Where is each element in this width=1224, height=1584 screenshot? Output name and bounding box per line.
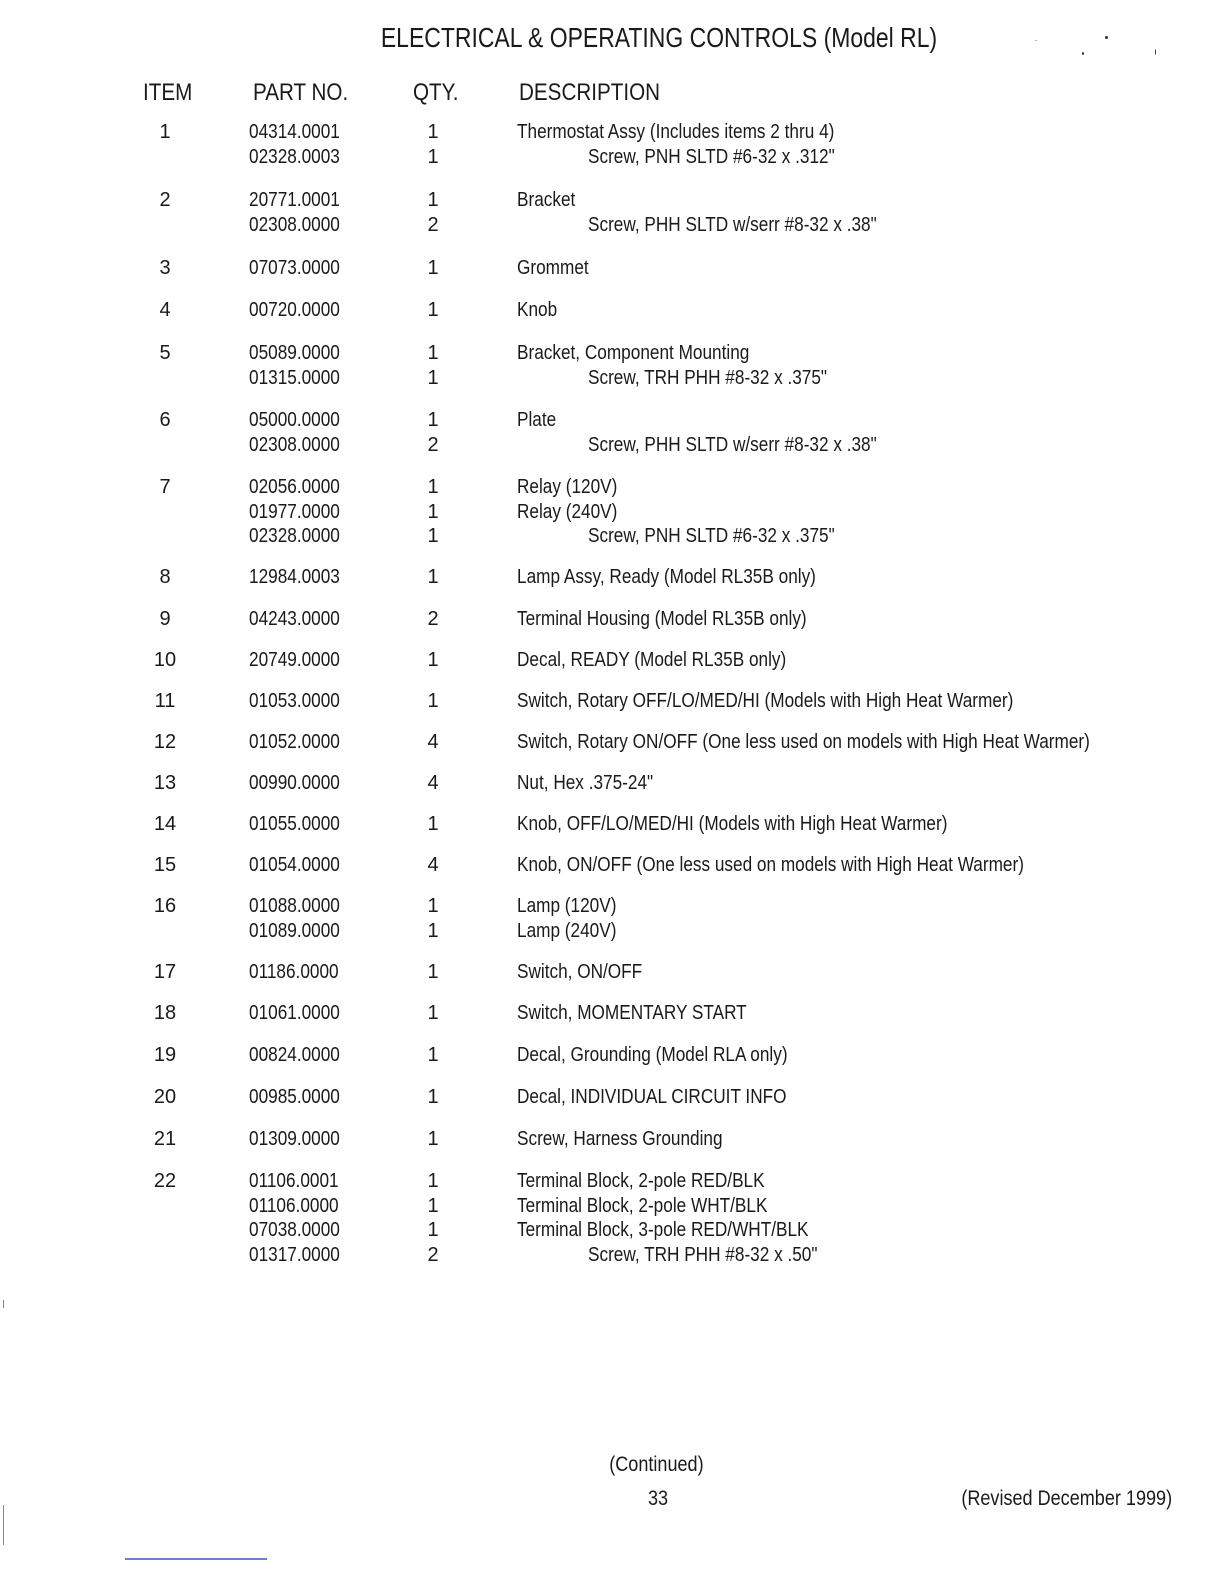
part-line — [0, 1169, 1224, 1194]
item-number: 19 — [153, 1044, 177, 1066]
parts-row — [0, 853, 1224, 878]
part-line — [0, 408, 1224, 433]
part-description: Relay (240V) — [517, 500, 618, 523]
part-description: Screw, PHH SLTD w/serr #8-32 x .38" — [588, 433, 877, 456]
part-line — [0, 298, 1224, 323]
part-line — [0, 341, 1224, 366]
part-number: 01054.0000 — [249, 854, 340, 876]
part-number: 01052.0000 — [249, 731, 340, 753]
quantity: 1 — [427, 1194, 439, 1217]
quantity: 1 — [427, 690, 439, 712]
part-line — [0, 565, 1224, 590]
parts-row — [0, 298, 1224, 323]
parts-row — [0, 475, 1224, 549]
part-number: 01061.0000 — [249, 1002, 340, 1024]
part-number: 01055.0000 — [249, 813, 340, 835]
item-number: 4 — [159, 299, 171, 321]
part-description: Switch, MOMENTARY START — [517, 1002, 747, 1024]
parts-row — [0, 771, 1224, 796]
part-number: 04314.0001 — [249, 121, 340, 143]
part-description: Terminal Block, 2-pole RED/BLK — [517, 1170, 765, 1192]
quantity: 4 — [427, 731, 439, 753]
part-number: 02308.0000 — [249, 433, 340, 456]
part-line — [0, 256, 1224, 281]
part-description: Switch, Rotary OFF/LO/MED/HI (Models with High Heat Warmer) — [517, 690, 1014, 712]
parts-row — [0, 188, 1224, 237]
part-line — [0, 1085, 1224, 1110]
part-number: 00720.0000 — [249, 299, 340, 321]
quantity: 1 — [427, 961, 439, 983]
part-number: 01315.0000 — [249, 366, 340, 389]
item-number: 21 — [153, 1128, 177, 1150]
part-line — [0, 730, 1224, 755]
quantity: 1 — [427, 525, 439, 547]
scan-speck — [1082, 52, 1084, 55]
part-line — [0, 433, 1224, 458]
part-description: Lamp (240V) — [517, 919, 617, 942]
part-description: Screw, PNH SLTD #6-32 x .375" — [588, 525, 835, 547]
column-header-item: ITEM — [143, 79, 193, 106]
parts-row — [0, 565, 1224, 590]
quantity: 1 — [427, 342, 439, 364]
part-line — [0, 960, 1224, 985]
part-line — [0, 607, 1224, 632]
part-line — [0, 145, 1224, 170]
part-description: Knob, ON/OFF (One less used on models with High Heat Warmer) — [517, 854, 1024, 876]
part-number: 02328.0003 — [249, 145, 340, 168]
item-number: 14 — [153, 813, 177, 835]
part-description: Thermostat Assy (Includes items 2 thru 4) — [517, 121, 835, 143]
part-description: Decal, Grounding (Model RLA only) — [517, 1044, 788, 1066]
quantity: 1 — [427, 1086, 439, 1108]
parts-row — [0, 607, 1224, 632]
part-description: Grommet — [517, 257, 589, 279]
quantity: 1 — [427, 1002, 439, 1024]
item-number: 2 — [159, 189, 171, 211]
quantity: 1 — [427, 366, 439, 389]
parts-row — [0, 256, 1224, 281]
part-line — [0, 213, 1224, 238]
item-number: 9 — [159, 608, 171, 630]
item-number: 17 — [153, 961, 177, 983]
part-description: Screw, TRH PHH #8-32 x .375" — [588, 366, 828, 389]
part-number: 20749.0000 — [249, 649, 340, 671]
quantity: 1 — [427, 813, 439, 835]
quantity: 4 — [427, 854, 439, 876]
quantity: 1 — [427, 649, 439, 671]
quantity: 1 — [427, 919, 439, 942]
part-line — [0, 1001, 1224, 1026]
part-line — [0, 812, 1224, 837]
part-description: Terminal Block, 3-pole RED/WHT/BLK — [517, 1219, 809, 1241]
part-number: 07073.0000 — [249, 257, 340, 279]
parts-row — [0, 1085, 1224, 1110]
part-description: Bracket, Component Mounting — [517, 342, 750, 364]
part-number: 12984.0003 — [249, 566, 340, 588]
quantity: 1 — [427, 1044, 439, 1066]
part-number: 00990.0000 — [249, 772, 340, 794]
item-number: 12 — [153, 731, 177, 753]
parts-row — [0, 648, 1224, 673]
parts-row — [0, 894, 1224, 943]
quantity: 1 — [427, 409, 439, 431]
item-number: 15 — [153, 854, 177, 876]
part-line — [0, 475, 1224, 500]
part-line — [0, 1218, 1224, 1243]
part-line — [0, 500, 1224, 525]
part-description: Nut, Hex .375-24" — [517, 772, 654, 794]
part-number: 05089.0000 — [249, 342, 340, 364]
part-number: 01977.0000 — [249, 500, 340, 523]
parts-row — [0, 1043, 1224, 1068]
item-number: 16 — [153, 895, 177, 917]
part-number: 05000.0000 — [249, 409, 340, 431]
quantity: 1 — [427, 121, 439, 143]
page-title: ELECTRICAL & OPERATING CONTROLS (Model RL) — [380, 22, 938, 53]
parts-row — [0, 1169, 1224, 1267]
part-line — [0, 524, 1224, 549]
part-line — [0, 894, 1224, 919]
quantity: 2 — [427, 608, 439, 630]
part-line — [0, 1127, 1224, 1152]
part-number: 01088.0000 — [249, 895, 340, 917]
part-number: 01053.0000 — [249, 690, 340, 712]
part-description: Switch, Rotary ON/OFF (One less used on models with High Heat Warmer) — [517, 731, 1090, 753]
part-line — [0, 1243, 1224, 1268]
part-description: Decal, INDIVIDUAL CIRCUIT INFO — [517, 1086, 787, 1108]
column-header-qty: QTY. — [413, 79, 459, 106]
part-description: Screw, PHH SLTD w/serr #8-32 x .38" — [588, 213, 877, 236]
part-description: Knob — [517, 299, 558, 321]
parts-row — [0, 960, 1224, 985]
part-number: 01106.0000 — [249, 1194, 339, 1217]
part-number: 07038.0000 — [249, 1219, 340, 1241]
part-line — [0, 689, 1224, 714]
part-line — [0, 771, 1224, 796]
item-number: 3 — [159, 257, 171, 279]
part-line — [0, 919, 1224, 944]
scan-edge-mark — [3, 1505, 4, 1545]
part-line — [0, 366, 1224, 391]
part-number: 20771.0001 — [249, 189, 340, 211]
parts-row — [0, 408, 1224, 457]
item-number: 20 — [153, 1086, 177, 1108]
parts-row — [0, 341, 1224, 390]
column-header-description: DESCRIPTION — [519, 79, 661, 106]
scan-underline — [125, 1558, 267, 1560]
scan-speck — [1035, 40, 1037, 41]
scan-speck — [1105, 36, 1108, 39]
parts-row — [0, 1127, 1224, 1152]
part-line — [0, 1194, 1224, 1219]
part-line — [0, 120, 1224, 145]
parts-row — [0, 730, 1224, 755]
part-description: Screw, Harness Grounding — [517, 1128, 723, 1150]
item-number: 22 — [153, 1170, 177, 1192]
part-description: Relay (120V) — [517, 476, 618, 498]
parts-row — [0, 689, 1224, 714]
item-number: 8 — [159, 566, 171, 588]
quantity: 2 — [427, 1243, 439, 1266]
part-description: Switch, ON/OFF — [517, 961, 643, 983]
part-description: Screw, TRH PHH #8-32 x .50" — [588, 1243, 818, 1266]
part-number: 01317.0000 — [249, 1243, 340, 1266]
item-number: 18 — [153, 1002, 177, 1024]
item-number: 6 — [159, 409, 171, 431]
part-number: 01186.0000 — [249, 961, 339, 983]
revision-note: (Revised December 1999) — [961, 1487, 1172, 1510]
quantity: 1 — [427, 299, 439, 321]
quantity: 1 — [427, 500, 439, 523]
item-number: 5 — [159, 342, 171, 364]
part-description: Decal, READY (Model RL35B only) — [517, 649, 787, 671]
item-number: 10 — [153, 649, 177, 671]
part-line — [0, 648, 1224, 673]
quantity: 1 — [427, 145, 439, 168]
part-line — [0, 853, 1224, 878]
part-number: 00985.0000 — [249, 1086, 340, 1108]
part-description: Terminal Block, 2-pole WHT/BLK — [517, 1194, 768, 1217]
quantity: 2 — [427, 433, 439, 456]
part-number: 01106.0001 — [249, 1170, 339, 1192]
part-number: 02308.0000 — [249, 213, 340, 236]
quantity: 1 — [427, 189, 439, 211]
part-number: 02056.0000 — [249, 476, 340, 498]
scan-edge-mark — [3, 1300, 4, 1308]
quantity: 4 — [427, 772, 439, 794]
parts-row — [0, 120, 1224, 169]
continued-note: (Continued) — [609, 1453, 704, 1476]
part-number: 01309.0000 — [249, 1128, 340, 1150]
item-number: 13 — [153, 772, 177, 794]
item-number: 1 — [159, 121, 171, 143]
part-number: 02328.0000 — [249, 525, 340, 547]
column-header-part-no: PART NO. — [253, 79, 349, 106]
part-description: Knob, OFF/LO/MED/HI (Models with High Heat Warmer) — [517, 813, 948, 835]
part-description: Screw, PNH SLTD #6-32 x .312" — [588, 145, 835, 168]
quantity: 1 — [427, 1219, 439, 1241]
quantity: 1 — [427, 1128, 439, 1150]
quantity: 1 — [427, 1170, 439, 1192]
quantity: 1 — [427, 476, 439, 498]
quantity: 1 — [427, 257, 439, 279]
quantity: 1 — [427, 895, 439, 917]
parts-row — [0, 812, 1224, 837]
scan-speck — [1155, 49, 1156, 55]
page-number: 33 — [647, 1487, 669, 1510]
part-number: 04243.0000 — [249, 608, 340, 630]
part-line — [0, 188, 1224, 213]
part-description: Terminal Housing (Model RL35B only) — [517, 608, 807, 630]
parts-row — [0, 1001, 1224, 1026]
item-number: 7 — [159, 476, 171, 498]
quantity: 1 — [427, 566, 439, 588]
quantity: 2 — [427, 213, 439, 236]
part-description: Plate — [517, 409, 557, 431]
part-number: 00824.0000 — [249, 1044, 340, 1066]
part-description: Bracket — [517, 189, 576, 211]
part-number: 01089.0000 — [249, 919, 340, 942]
part-description: Lamp Assy, Ready (Model RL35B only) — [517, 566, 816, 588]
part-line — [0, 1043, 1224, 1068]
item-number: 11 — [154, 690, 176, 712]
part-description: Lamp (120V) — [517, 895, 617, 917]
